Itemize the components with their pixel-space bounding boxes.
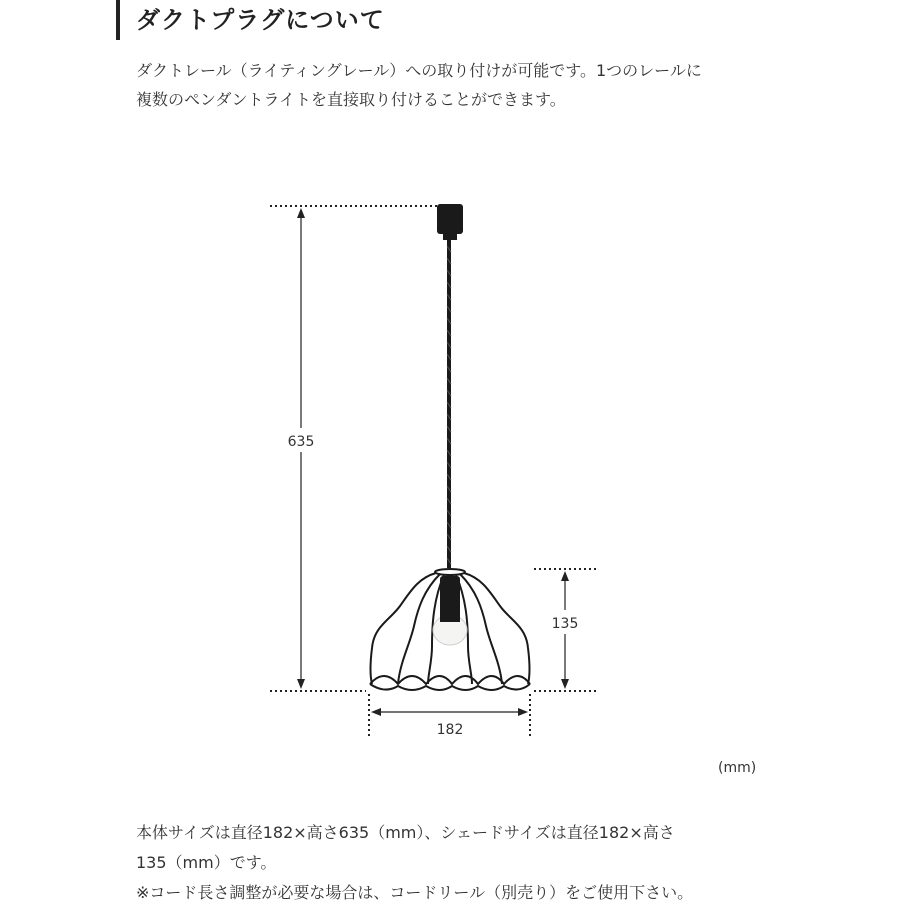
intro-line-2: 複数のペンダントライトを直接取り付けることができます。 [136,90,566,109]
section-title: ダクトプラグについて [136,6,385,34]
shade-height-label: 135 [551,616,579,632]
pendant-lamp-illustration [370,204,530,690]
intro-line-1: ダクトレール（ライティングレール）への取り付けが可能です。1つのレールに [136,61,702,80]
diameter-label: 182 [436,722,464,738]
total-height-label: 635 [287,434,315,450]
spec-text [136,818,836,908]
diameter-dimension [371,708,528,716]
unit-label: (mm) [718,760,757,776]
spec-note: ※コード長さ調整が必要な場合は、コードリール（別売り）をご使用下さい。 [136,883,694,902]
spec-line-1: 本体サイズは直径182×高さ635（mm）、シェードサイズは直径182×高さ [136,823,675,842]
spec-line-2: 135（mm）です。 [136,853,277,872]
duct-plug [437,204,463,234]
reference-lines [270,206,596,736]
